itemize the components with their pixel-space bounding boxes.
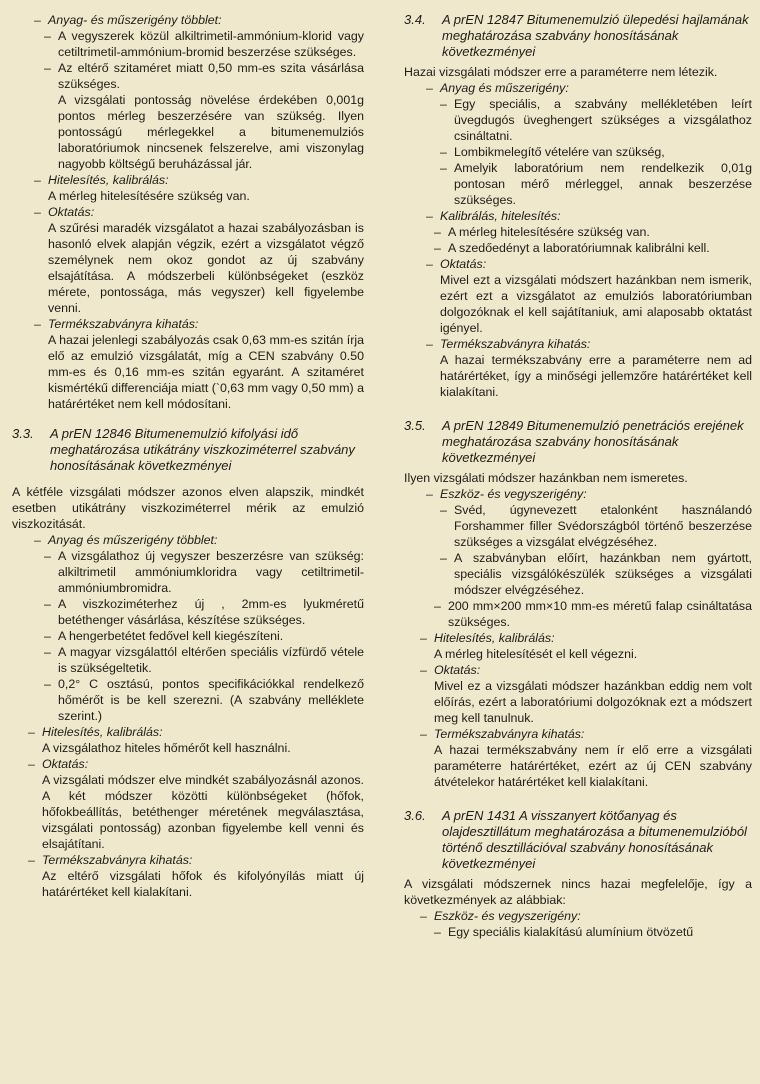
list-item: – 0,2° C osztású, pontos specifikációkkal rendelkező hőmérőt is be kell szerezni. (A szabvány melléklete szerint.) [44,676,364,724]
list-item: – A magyar vizsgálattól eltérően speciális vízfürdő vétele is szükségeltetik. [44,644,364,676]
list-item: – A vegyszerek közül alkiltrimetil-ammónium-klorid vagy cetiltrimetil-ammónium-bromid beszerzése szükséges. [44,28,364,60]
subheading-kalibralas: – Kalibrálás, hitelesítés: [426,208,752,224]
subheading-oktatas: – Oktatás: [34,204,364,220]
section-heading-3-3 [12,426,364,474]
section-title: A prEN 1431 A visszanyert kötőanyag és olajdesztillátum meghatározása a bitumenemulzióból történő desztillációval szabvány honosításának következményei [442,808,747,871]
paragraph: A vizsgálati módszer elve mindkét szabályozásnál azonos. A két módszer közötti különbségeket (hőfok, hőfokbeállítás, betéthenger méretének megválasztása, vizsgálati pontosság) azonban figyelembe kell venni és elsajátítani. [42,773,364,851]
paragraph: A hazai termékszabvány nem ír elő erre a vizsgálati paraméterre határértéket, ezért az új CEN szabvány átvételekor határértéket kell kialakítani. [434,743,752,789]
paragraph: Hazai vizsgálati módszer erre a paraméterre nem létezik. [404,65,718,79]
paragraph: A mérleg hitelesítésére szükség van. [48,189,250,203]
paragraph: Mivel ezt a vizsgálati módszert hazánkban nem ismerik, ezért ezt a vizsgálatot az emulziós laboratóriumban dolgozóknak el kell sajátítaniuk, ami alaposabb oktatást igényel. [440,273,752,335]
list-item: – A hengerbetétet fedővel kell kiegészíteni. [44,628,364,644]
subheading-anyag: – Anyag- és műszerigény többlet: [34,12,364,28]
subheading-anyag: – Anyag és műszerigény: [426,80,752,96]
subheading-eszkoz: – Eszköz- és vegyszerigény: [426,486,752,502]
paragraph: A kétféle vizsgálati módszer azonos elven alapszik, mindkét esetben utikátrány viszkoziméterrel mérik az emulzió viszkozitását. [12,485,364,531]
subheading-termekszabvany: – Termékszabványra kihatás: [420,726,752,742]
list-item: – Lombikmelegítő vételére van szükség, [440,144,752,160]
subheading-eszkoz: – Eszköz- és vegyszerigény: [420,908,752,924]
subheading-termekszabvany: – Termékszabványra kihatás: [426,336,752,352]
subheading-oktatas: – Oktatás: [28,756,364,772]
subheading-hitelesites: – Hitelesítés, kalibrálás: [420,630,752,646]
paragraph: A vizsgálati pontosság növelése érdekében 0,001g pontos mérleg beszerzésére van szükség. Ilyen pontosságú mérlegekkel a bitumenemulziós laboratóriumok nincsenek felszerelve, ami viszonylag nagyobb költségű beruházással jár. [58,93,364,171]
section-number: 3.4. [404,12,426,27]
paragraph: A vizsgálathoz hiteles hőmérőt kell használni. [42,741,291,755]
paragraph: A hazai termékszabvány erre a paraméterre nem ad határértéket, így a minőségi jellemzőre határértéket kell kialakítani. [440,353,752,399]
list-item: – A mérleg hitelesítésére szükség van. [434,224,752,240]
section-heading-3-4 [404,12,752,60]
list-item: – A viszkoziméterhez új , 2mm-es lyukméretű betéthenger vásárlása, készítése szükséges. [44,596,364,628]
section-title: A prEN 12849 Bitumenemulzió penetrációs erejének meghatározása szabvány honosításának következményei [442,418,744,465]
paragraph: Mivel ez a vizsgálati módszer hazánkban eddig nem volt előírás, ezért a laboratóriumi dolgozóknak ezt a módszert meg kell tanulnuk. [434,679,752,725]
subheading-hitelesites: – Hitelesítés, kalibrálás: [28,724,364,740]
section-number: 3.6. [404,808,426,823]
subheading-oktatas: – Oktatás: [420,662,752,678]
right-column [404,12,752,940]
paragraph: A mérleg hitelesítését el kell végezni. [434,647,638,661]
section-title: A prEN 12847 Bitumenemulzió ülepedési hajlamának meghatározása szabvány honosításának következményei [442,12,749,59]
list-item: – A szabványban előírt, hazánkban nem gyártott, speciális vizsgálókészülék szükséges a vizsgálati módszer elvégzéséhez. [440,550,752,598]
paragraph: A vizsgálati módszernek nincs hazai megfelelője, így a következmények az alábbiak: [404,877,752,907]
section-heading-3-6 [404,808,752,872]
list-item: – Svéd, úgynevezett etalonként használandó Forshammer filler Svédországból történő beszerzése szükséges a vizsgálat elvégzéséhez. [440,502,752,550]
paragraph: Az eltérő vizsgálati hőfok és kifolyónyílás miatt új határértéket kell kialakítani. [42,869,364,899]
subheading-hitelesites: – Hitelesítés, kalibrálás: [34,172,364,188]
list-item: – Egy speciális kialakítású alumínium ötvözetű [434,924,752,940]
subheading-oktatas: – Oktatás: [426,256,752,272]
section-number: 3.3. [12,426,34,441]
section-number: 3.5. [404,418,426,433]
section-heading-3-5 [404,418,752,466]
section-title: A prEN 12846 Bitumenemulzió kifolyási idő meghatározása utikátrány viszkoziméterrel szabvány honosításának következményei [50,426,355,473]
list-item: – Amelyik laboratórium nem rendelkezik 0,01g pontosan mérő mérleggel, annak beszerzése szükséges. [440,160,752,208]
paragraph: A szűrési maradék vizsgálatot a hazai szabályozásban is hasonló elvek alapján végzik, ezért a vizsgálatot végző személynek nem okoz gondot az új szabvány elsajátítása. A módszerbeli különbségeket (eszköz mérete, pontossága, más vegyszer) kell figyelembe venni. [48,221,364,315]
subheading-termekszabvany: – Termékszabványra kihatás: [28,852,364,868]
list-item: – A vizsgálathoz új vegyszer beszerzésre van szükség: alkiltrimetil ammóniumkloridra vagy cetiltrimetil-ammóniumbromidra. [44,548,364,596]
list-item: – A szedőedényt a laboratóriumnak kalibrálni kell. [434,240,752,256]
subheading-anyag: – Anyag és műszerigény többlet: [34,532,364,548]
paragraph: A hazai jelenlegi szabályozás csak 0,63 mm-es szitán írja elő az emulzió vizsgálatát, míg a CEN szabvány 0.50 mm-es és 0,16 mm-es szitán egyaránt. A szitaméret kismértékű differenciája miatt (`0,63 mm vagy 0,50 mm) a határértéket nem kell módosítani. [48,333,364,411]
left-column [12,12,364,900]
list-item: – Az eltérő szitaméret miatt 0,50 mm-es szita vásárlása szükséges. [44,60,364,92]
paragraph: Ilyen vizsgálati módszer hazánkban nem ismeretes. [404,471,688,485]
subheading-termekszabvany: – Termékszabványra kihatás: [34,316,364,332]
list-item: – 200 mm×200 mm×10 mm-es méretű falap csináltatása szükséges. [434,598,752,630]
list-item: – Egy speciális, a szabvány mellékletében leírt üvegdugós üveghengert szükséges a vizsgálathoz csináltatni. [440,96,752,144]
